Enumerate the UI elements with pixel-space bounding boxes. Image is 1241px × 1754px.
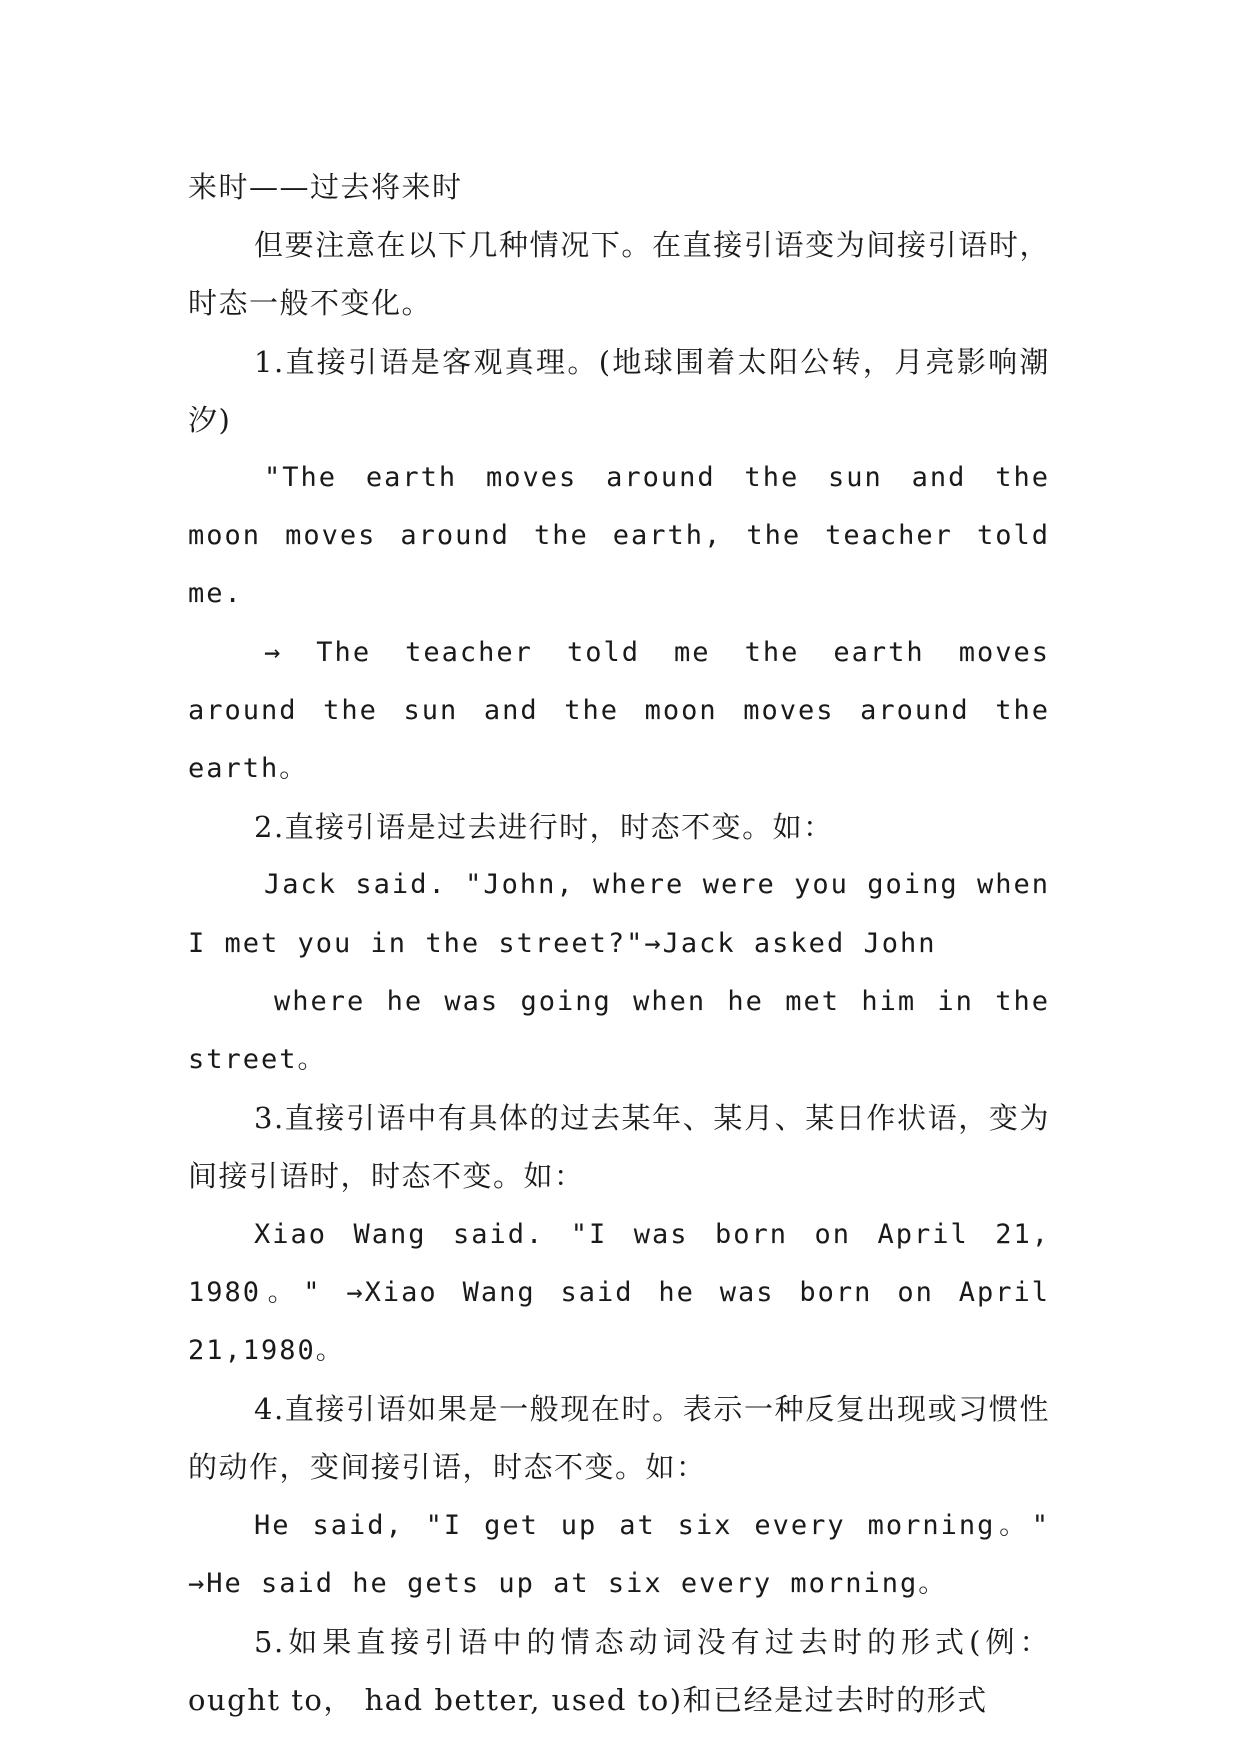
paragraph-example-1-reported: → The teacher told me the earth moves around the sun and the moon moves around the earth。 bbox=[188, 636, 1050, 785]
paragraph-rule-3: 3.直接引语中有具体的过去某年、某月、某日作状语，变为间接引语时，时态不变。如： bbox=[188, 1101, 1050, 1194]
paragraph-example-2-quote: Jack said. "John, where were you going when I met you in the street?"→Jack asked John bbox=[188, 869, 1050, 959]
document-body bbox=[188, 158, 1050, 1729]
paragraph-example-2-reported: where he was going when he met him in the street。 bbox=[188, 985, 1050, 1076]
paragraph-example-3: Xiao Wang said. "I was born on April 21, 1980。" →Xiao Wang said he was born on April 21,1980。 bbox=[188, 1218, 1050, 1367]
paragraph-example-4: He said, "I get up at six every morning。" →He said he gets up at six every morning。 bbox=[188, 1509, 1050, 1599]
paragraph-rule-1: 1.直接引语是客观真理。(地球围着太阳公转，月亮影响潮汐) bbox=[188, 344, 1050, 437]
paragraph-rule-4: 4.直接引语如果是一般现在时。表示一种反复出现或习惯性的动作，变间接引语，时态不变。如： bbox=[188, 1392, 1050, 1485]
paragraph-tense-heading: 来时——过去将来时 bbox=[188, 170, 463, 204]
paragraph-example-1-quote: "The earth moves around the sun and the moon moves around the earth, the teacher told me. bbox=[188, 462, 1050, 610]
paragraph-rule-2: 2.直接引语是过去进行时，时态不变。如： bbox=[254, 810, 834, 845]
paragraph-exceptions-intro: 但要注意在以下几种情况下。在直接引语变为间接引语时，时态一般不变化。 bbox=[188, 228, 1050, 321]
paragraph-rule-5: 5.如果直接引语中的情态动词没有过去时的形式(例：ought to， had better, used to)和已经是过去时的形式 bbox=[188, 1625, 1050, 1718]
